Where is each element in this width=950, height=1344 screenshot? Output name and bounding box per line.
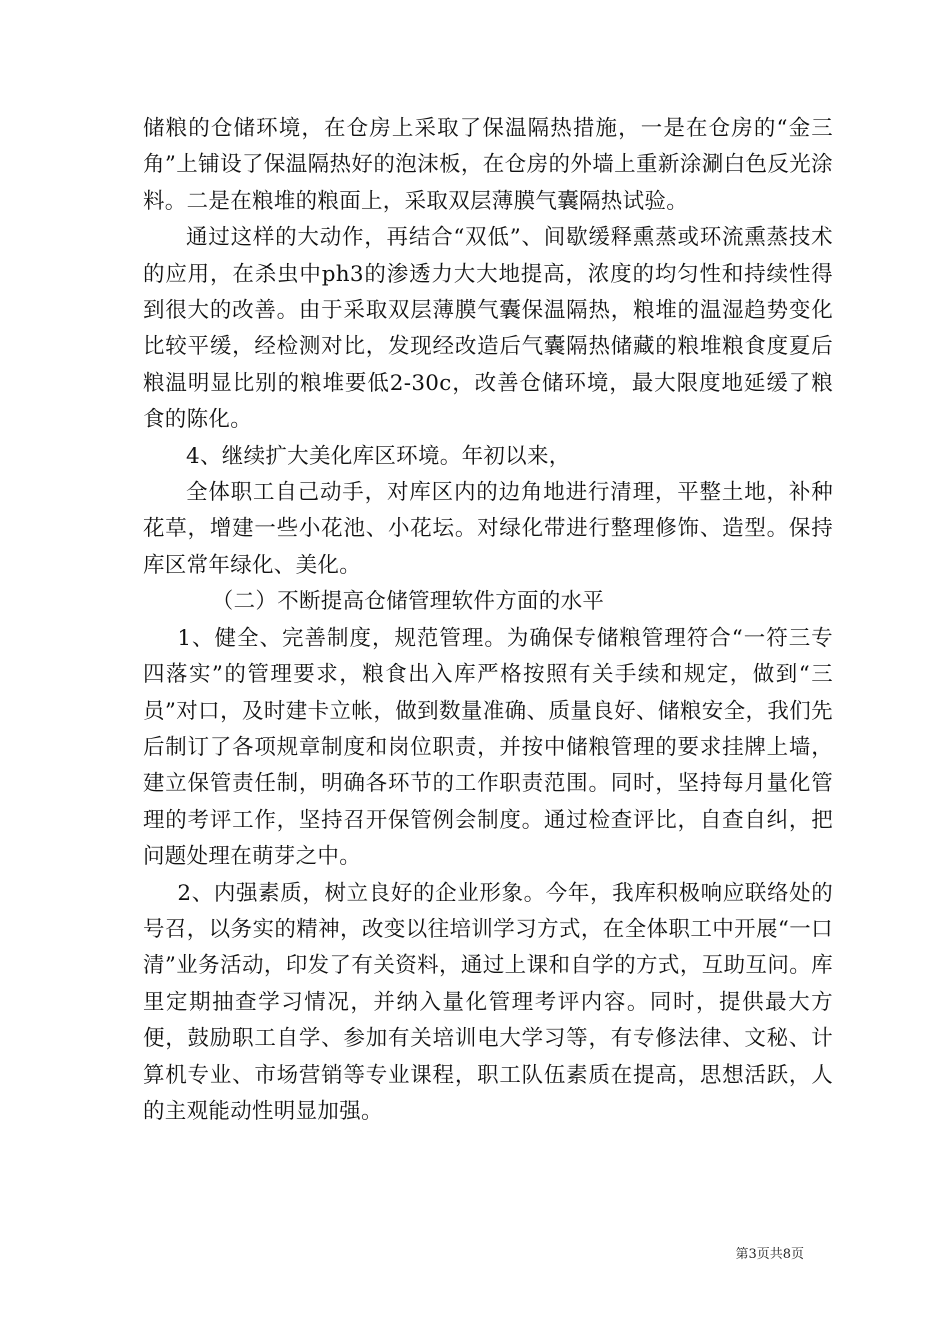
paragraph-fumigation-results: 通过这样的大动作，再结合“双低”、间歇缓释熏蒸或环流熏蒸技术的应用，在杀虫中ph3的渗透力大大地提高，浓度的均匀性和持续性得到很大的改善。由于采取双层薄膜气囊保温隔热，粮堆的温湿趋势变化比较平缓，经检测对比，发现经改造后气囊隔热储藏的粮堆粮食度夏后粮温明显比别的粮堆要低2-30c，改善仓储环境，最大限度地延缓了粮食的陈化。 <box>143 225 833 433</box>
paragraph-storage-environment: 储粮的仓储环境，在仓房上采取了保温隔热措施，一是在仓房的“金三角”上铺设了保温隔热好的泡沫板，在仓房的外墙上重新涂涮白色反光涂料。二是在粮堆的粮面上，采取双层薄膜气囊隔热试验。 <box>143 116 833 214</box>
page-number-footer: 第3页共8页 <box>735 1247 804 1262</box>
paragraph-beautify-body: 全体职工自己动手，对库区内的边角地进行清理，平整土地，补种花草，增建一些小花池、小花坛。对绿化带进行整理修饰、造型。保持库区常年绿化、美化。 <box>143 480 833 578</box>
section-heading-software: （二）不断提高仓储管理软件方面的水平 <box>211 589 605 615</box>
paragraph-quality-training: 2、内强素质，树立良好的企业形象。今年，我库积极响应联络处的号召，以务实的精神，改变以往培训学习方式，在全体职工中开展“一口清”业务活动，印发了有关资料，通过上课和自学的方式，互助互问。库里定期抽查学习情况，并纳入量化管理考评内容。同时，提供最大方便，鼓励职工自学、参加有关培训电大学习等，有专修法律、文秘、计算机专业、市场营销等专业课程，职工队伍素质在提高，思想活跃，人的主观能动性明显加强。 <box>143 880 833 1124</box>
paragraph-beautify-heading: 4、继续扩大美化库区环境。年初以来， <box>186 443 571 469</box>
paragraph-regulations: 1、健全、完善制度，规范管理。为确保专储粮管理符合“一符三专四落实”的管理要求，粮食出入库严格按照有关手续和规定，做到“三员”对口，及时建卡立帐，做到数量准确、质量良好、储粮安全，我们先后制订了各项规章制度和岗位职责，并按中储粮管理的要求挂牌上墙，建立保管责任制，明确各环节的工作职责范围。同时，坚持每月量化管理的考评工作，坚持召开保管例会制度。通过检查评比，自查自纠，把问题处理在萌芽之中。 <box>143 625 833 870</box>
document-body <box>143 111 833 1130</box>
